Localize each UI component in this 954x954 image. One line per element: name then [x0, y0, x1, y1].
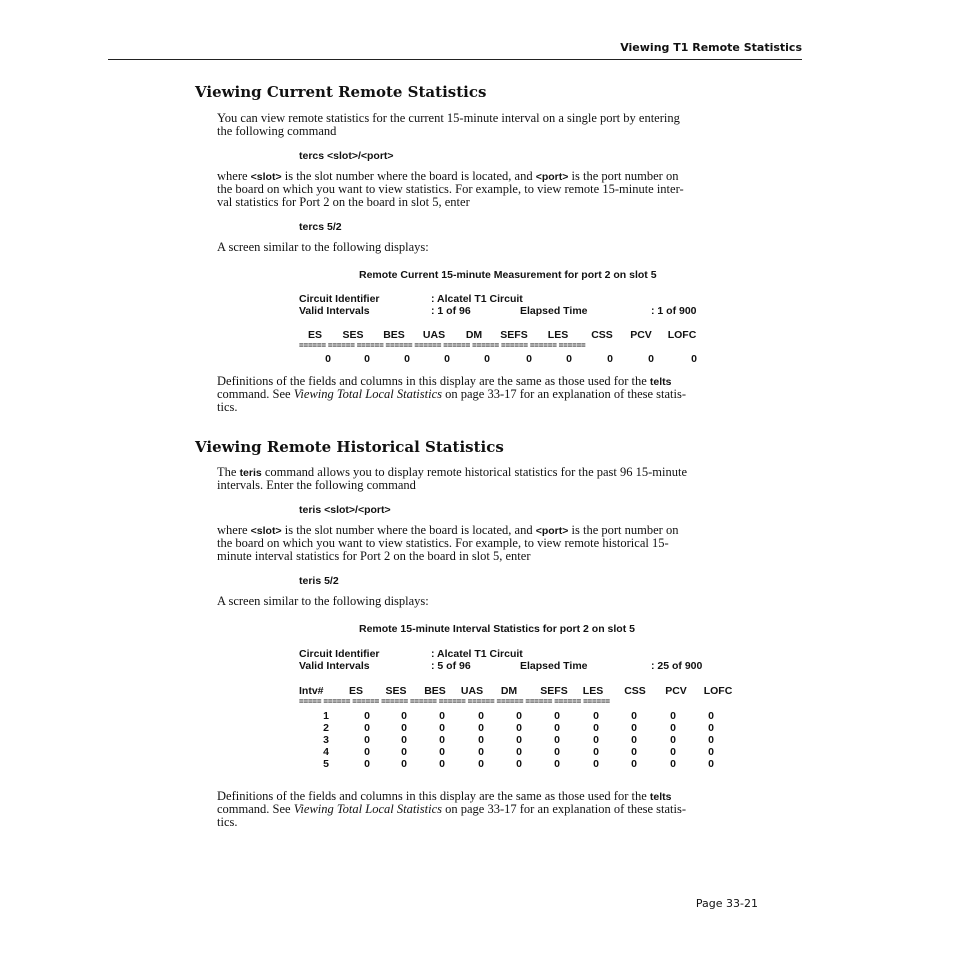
- elapsed-time-label: Elapsed Time: [520, 305, 588, 317]
- definitions-line: [217, 803, 686, 816]
- table-cell: 0: [478, 758, 484, 770]
- table-cell: 0: [364, 758, 370, 770]
- table-cell: 0: [364, 722, 370, 734]
- text-span: on page 33-17 for an explanation of these statis-: [442, 802, 687, 816]
- table-cell: 0: [364, 734, 370, 746]
- table-cell: 0: [670, 722, 676, 734]
- column-header: DM: [465, 329, 483, 341]
- section-title-current: Viewing Current Remote Statistics: [195, 83, 487, 101]
- table-cell: 0: [593, 746, 599, 758]
- teris-command: teris: [239, 467, 262, 479]
- command-example: teris 5/2: [299, 575, 339, 587]
- table-cell: 0: [670, 734, 676, 746]
- text-span: command. See: [217, 387, 294, 401]
- table-cell: 0: [566, 353, 572, 365]
- table-cell: 0: [631, 758, 637, 770]
- definitions-line: [217, 388, 686, 401]
- column-header: CSS: [591, 329, 613, 341]
- text-span: on page 33-17 for an explanation of these statis-: [442, 387, 687, 401]
- table-cell: 0: [478, 734, 484, 746]
- table-cell: 0: [516, 734, 522, 746]
- paragraph-intro-line: You can view remote statistics for the current 15-minute interval on a single port by entering: [217, 111, 680, 125]
- command-example: tercs 5/2: [299, 221, 342, 233]
- table-cell: 0: [439, 734, 445, 746]
- column-header: BES: [424, 685, 446, 697]
- table-cell: 0: [439, 758, 445, 770]
- table-cell: 0: [670, 710, 676, 722]
- valid-intervals-value: : 5 of 96: [431, 660, 471, 672]
- table-cell: 0: [554, 746, 560, 758]
- table-cell: 0: [593, 710, 599, 722]
- table-cell: 0: [364, 746, 370, 758]
- column-header: ES: [348, 685, 363, 697]
- table-cell: 0: [593, 734, 599, 746]
- text-span: is the slot number where the board is located, and: [281, 169, 536, 183]
- table-cell: 0: [325, 353, 331, 365]
- telts-command: telts: [649, 791, 672, 803]
- table-cell: 0: [593, 722, 599, 734]
- slot-token: <slot>: [250, 525, 282, 537]
- table-cell: 0: [364, 353, 370, 365]
- text-span: Definitions of the fields and columns in this display are the same as those used for the: [217, 374, 650, 388]
- table-cell: 0: [708, 734, 714, 746]
- table-cell: 0: [554, 710, 560, 722]
- text-span: The: [217, 465, 240, 479]
- table-cell: 0: [401, 710, 407, 722]
- paragraph-where-line: minute interval statistics for Port 2 on the board in slot 5, enter: [217, 549, 531, 563]
- table-cell: 0: [631, 734, 637, 746]
- screen-intro: A screen similar to the following displays:: [217, 240, 429, 254]
- port-token: <port>: [535, 171, 569, 183]
- port-token: <port>: [535, 525, 569, 537]
- text-span: is the slot number where the board is located, and: [281, 523, 536, 537]
- paragraph-where-line: val statistics for Port 2 on the board in slot 5, enter: [217, 195, 470, 209]
- table-cell: 0: [670, 758, 676, 770]
- circuit-id-value: : Alcatel T1 Circuit: [431, 648, 523, 660]
- table-cell: 0: [670, 746, 676, 758]
- column-header: BES: [383, 329, 405, 341]
- column-header: SES: [342, 329, 364, 341]
- table-cell: 0: [526, 353, 532, 365]
- paragraph-intro-line: intervals. Enter the following command: [217, 478, 416, 492]
- table-cell: 0: [478, 722, 484, 734]
- interval-number: 4: [323, 746, 329, 758]
- table-cell: 0: [554, 722, 560, 734]
- screen-caption: Remote 15-minute Interval Statistics for port 2 on slot 5: [359, 623, 635, 635]
- table-cell: 0: [401, 722, 407, 734]
- table-cell: 0: [631, 710, 637, 722]
- column-header: CSS: [624, 685, 646, 697]
- elapsed-time-label: Elapsed Time: [520, 660, 588, 672]
- page-number: Page 33-21: [695, 897, 758, 910]
- interval-number: 3: [323, 734, 329, 746]
- screen-caption: Remote Current 15-minute Measurement for port 2 on slot 5: [359, 269, 657, 281]
- valid-intervals-value: : 1 of 96: [431, 305, 471, 317]
- table-cell: 0: [593, 758, 599, 770]
- table-cell: 0: [607, 353, 613, 365]
- table-cell: 0: [554, 758, 560, 770]
- text-span: is the port number on: [568, 523, 679, 537]
- table-cell: 0: [439, 710, 445, 722]
- column-header: SEFS: [500, 329, 528, 341]
- elapsed-time-value: : 1 of 900: [651, 305, 697, 317]
- table-cell: 0: [554, 734, 560, 746]
- table-cell: 0: [478, 746, 484, 758]
- text-span: command. See: [217, 802, 294, 816]
- paragraph-where-line: the board on which you want to view statistics. For example, to view remote historical 15-: [217, 536, 669, 550]
- valid-intervals-label: Valid Intervals: [299, 660, 370, 672]
- screen-intro: A screen similar to the following displays:: [217, 594, 429, 608]
- text-span: where: [217, 169, 251, 183]
- table-cell: 0: [516, 710, 522, 722]
- paragraph-where-line: the board on which you want to view statistics. For example, to view remote 15-minute inter-: [217, 182, 684, 196]
- column-header: LOFC: [667, 329, 697, 341]
- interval-number: 1: [323, 710, 329, 722]
- table-cell: 0: [516, 746, 522, 758]
- running-header: Viewing T1 Remote Statistics: [620, 41, 802, 54]
- column-header: UAS: [422, 329, 446, 341]
- table-cell: 0: [401, 758, 407, 770]
- column-header: LES: [547, 329, 569, 341]
- text-span: is the port number on: [568, 169, 679, 183]
- column-header: SES: [385, 685, 407, 697]
- table-cell: 0: [401, 746, 407, 758]
- circuit-id-label: Circuit Identifier: [299, 648, 380, 660]
- command-syntax: teris <slot>/<port>: [299, 504, 391, 516]
- column-header: PCV: [630, 329, 652, 341]
- column-header: SEFS: [540, 685, 568, 697]
- table-cell: 0: [631, 722, 637, 734]
- section-title-historical: Viewing Remote Historical Statistics: [195, 438, 504, 456]
- telts-command: telts: [649, 376, 672, 388]
- table-cell: 0: [516, 758, 522, 770]
- header-rule: [108, 59, 802, 60]
- table-cell: 0: [364, 710, 370, 722]
- table-cell: 0: [478, 710, 484, 722]
- circuit-id-label: Circuit Identifier: [299, 293, 380, 305]
- interval-number: 5: [323, 758, 329, 770]
- table-cell: 0: [631, 746, 637, 758]
- definitions-line: tics.: [217, 815, 238, 829]
- valid-intervals-label: Valid Intervals: [299, 305, 370, 317]
- table-cell: 0: [708, 722, 714, 734]
- table-cell: 0: [439, 746, 445, 758]
- table-cell: 0: [708, 758, 714, 770]
- table-cell: 0: [708, 710, 714, 722]
- definitions-line: tics.: [217, 400, 238, 414]
- column-header: DM: [500, 685, 518, 697]
- cross-reference-link[interactable]: Viewing Total Local Statistics: [293, 802, 442, 816]
- text-span: command allows you to display remote historical statistics for the past 96 15-minute: [261, 465, 688, 479]
- table-cell: 0: [708, 746, 714, 758]
- table-cell: 0: [444, 353, 450, 365]
- table-cell: 0: [404, 353, 410, 365]
- column-header: LOFC: [703, 685, 733, 697]
- cross-reference-link[interactable]: Viewing Total Local Statistics: [293, 387, 442, 401]
- column-header: PCV: [665, 685, 687, 697]
- text-span: Definitions of the fields and columns in this display are the same as those used for the: [217, 789, 650, 803]
- table-cell: 0: [484, 353, 490, 365]
- column-header: LES: [582, 685, 604, 697]
- table-cell: 0: [691, 353, 697, 365]
- table-cell: 0: [439, 722, 445, 734]
- table-cell: 0: [401, 734, 407, 746]
- command-syntax: tercs <slot>/<port>: [299, 150, 394, 162]
- slot-token: <slot>: [250, 171, 282, 183]
- table-cell: 0: [648, 353, 654, 365]
- circuit-id-value: : Alcatel T1 Circuit: [431, 293, 523, 305]
- elapsed-time-value: : 25 of 900: [651, 660, 703, 672]
- text-span: where: [217, 523, 251, 537]
- column-header: ES: [307, 329, 322, 341]
- interval-number: 2: [323, 722, 329, 734]
- table-separator: ===== ====== ====== ====== ====== ====== ====== ====== ====== ====== ======: [299, 697, 610, 706]
- paragraph-intro-line: the following command: [217, 124, 337, 138]
- column-header: UAS: [460, 685, 484, 697]
- table-separator: ====== ====== ====== ====== ====== ====== ====== ====== ====== ======: [299, 341, 586, 350]
- column-header: Intv#: [299, 685, 324, 697]
- table-cell: 0: [516, 722, 522, 734]
